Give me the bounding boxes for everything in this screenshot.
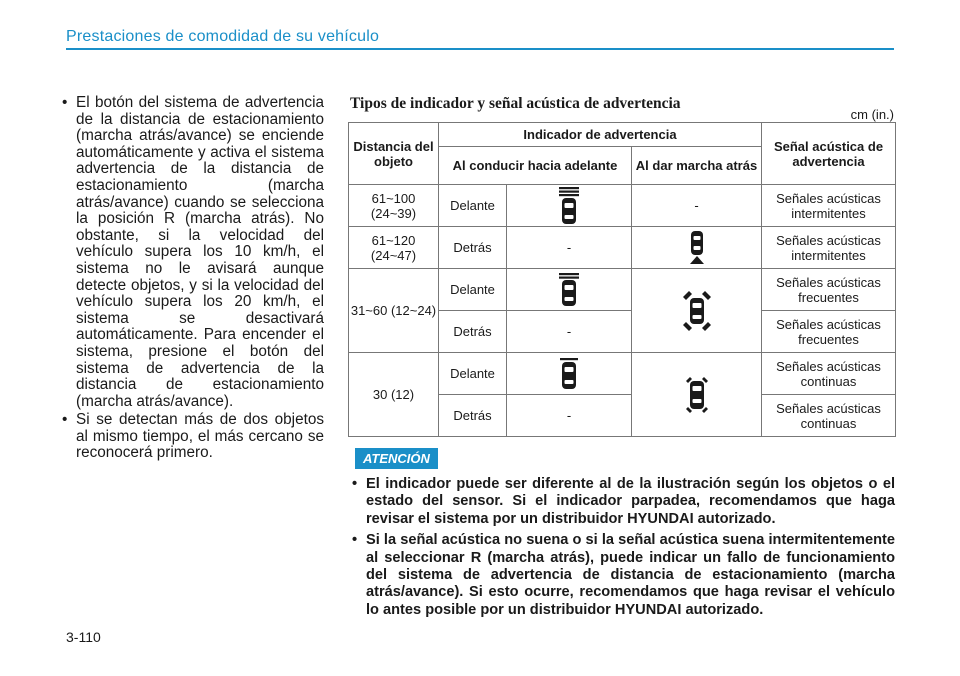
car-front-sensor-3-icon <box>507 353 632 395</box>
warning-indicator-table <box>348 122 896 437</box>
distance-cell: 61~100 (24~39) <box>349 185 439 227</box>
distance-cell: 61~120 (24~47) <box>349 227 439 269</box>
sound-cell: Señales acústicas intermitentes <box>762 227 896 269</box>
car-rear-sensor-1-icon <box>632 227 762 269</box>
sound-cell: Señales acústicas frecuentes <box>762 311 896 353</box>
header-distance: Distancia del objeto <box>349 123 439 185</box>
table-row <box>349 269 896 311</box>
table-row <box>349 185 896 227</box>
sound-cell: Señales acústicas frecuentes <box>762 269 896 311</box>
left-column-text <box>60 95 324 464</box>
car-corners-sensor-3-icon <box>632 353 762 437</box>
list-item: • Si se detectan más de dos objetos al mismo tiempo, el más cercano se reconocerá primero. <box>60 412 324 462</box>
distance-cell: 30 (12) <box>349 353 439 437</box>
distance-cell: 31~60 (12~24) <box>349 269 439 353</box>
sound-cell: Señales acústicas continuas <box>762 353 896 395</box>
list-item: • El indicador puede ser diferente al de la ilustración según los objetos o el estado del sensor. Si el indicador parpadea, recomendamos que haga revisar el sistema por un distribuidor HYUNDAI autorizado. <box>352 476 895 528</box>
position-cell: Delante <box>439 269 507 311</box>
list-item: • El botón del sistema de advertencia de la distancia de estacionamiento (marcha atrás/avance) se enciende automáticamente y activa el sistema advertencia de la distancia de estacionamiento (marcha atrás/avance) cuando se selecciona la posición R (marcha atrás). No obstante, si la velocidad del vehículo supera los 10 km/h, el sistema no le avisará aunque detecte objetos, y si la velocidad del vehículo supera los 20 km/h, el sistema se desactivará automáticamente. Para encender el sistema, presione el botón del sistema de advertencia de la distancia de estacionamiento (marcha atrás/avance). <box>60 95 324 410</box>
position-cell: Delante <box>439 185 507 227</box>
page-number: 3-110 <box>66 629 101 645</box>
forward-cell: - <box>507 395 632 437</box>
warning-notes <box>352 476 895 623</box>
header-sound: Señal acústica de advertencia <box>762 123 896 185</box>
position-cell: Delante <box>439 353 507 395</box>
forward-cell: - <box>507 227 632 269</box>
table-row <box>349 353 896 395</box>
section-header-title: Prestaciones de comodidad de su vehículo <box>66 28 380 45</box>
warning-label: ATENCIÓN <box>355 448 438 469</box>
position-cell: Detrás <box>439 311 507 353</box>
sound-cell: Señales acústicas continuas <box>762 395 896 437</box>
header-indicator: Indicador de advertencia <box>439 123 762 147</box>
sound-cell: Señales acústicas intermitentes <box>762 185 896 227</box>
header-divider <box>66 48 894 50</box>
car-front-sensor-1-icon <box>507 185 632 227</box>
header-reverse: Al dar marcha atrás <box>632 147 762 185</box>
table-row <box>349 227 896 269</box>
reverse-cell: - <box>632 185 762 227</box>
car-front-sensor-2-icon <box>507 269 632 311</box>
unit-label: cm (in.) <box>850 107 894 122</box>
table-section-title: Tipos de indicador y señal acústica de advertencia <box>350 95 681 112</box>
position-cell: Detrás <box>439 395 507 437</box>
forward-cell: - <box>507 311 632 353</box>
list-item: • Si la señal acústica no suena o si la señal acústica suena intermitentemente al seleccionar R (marcha atrás), puede indicar un fallo de funcionamiento del sistema de advertencia de distancia de estacionamiento (marcha atrás/avance). Si esto ocurre, recomendamos que haga revisar el vehículo lo antes posible por un distribuidor HYUNDAI autorizado. <box>352 532 895 619</box>
header-forward: Al conducir hacia adelante <box>439 147 632 185</box>
car-corners-sensor-2-icon <box>632 269 762 353</box>
position-cell: Detrás <box>439 227 507 269</box>
